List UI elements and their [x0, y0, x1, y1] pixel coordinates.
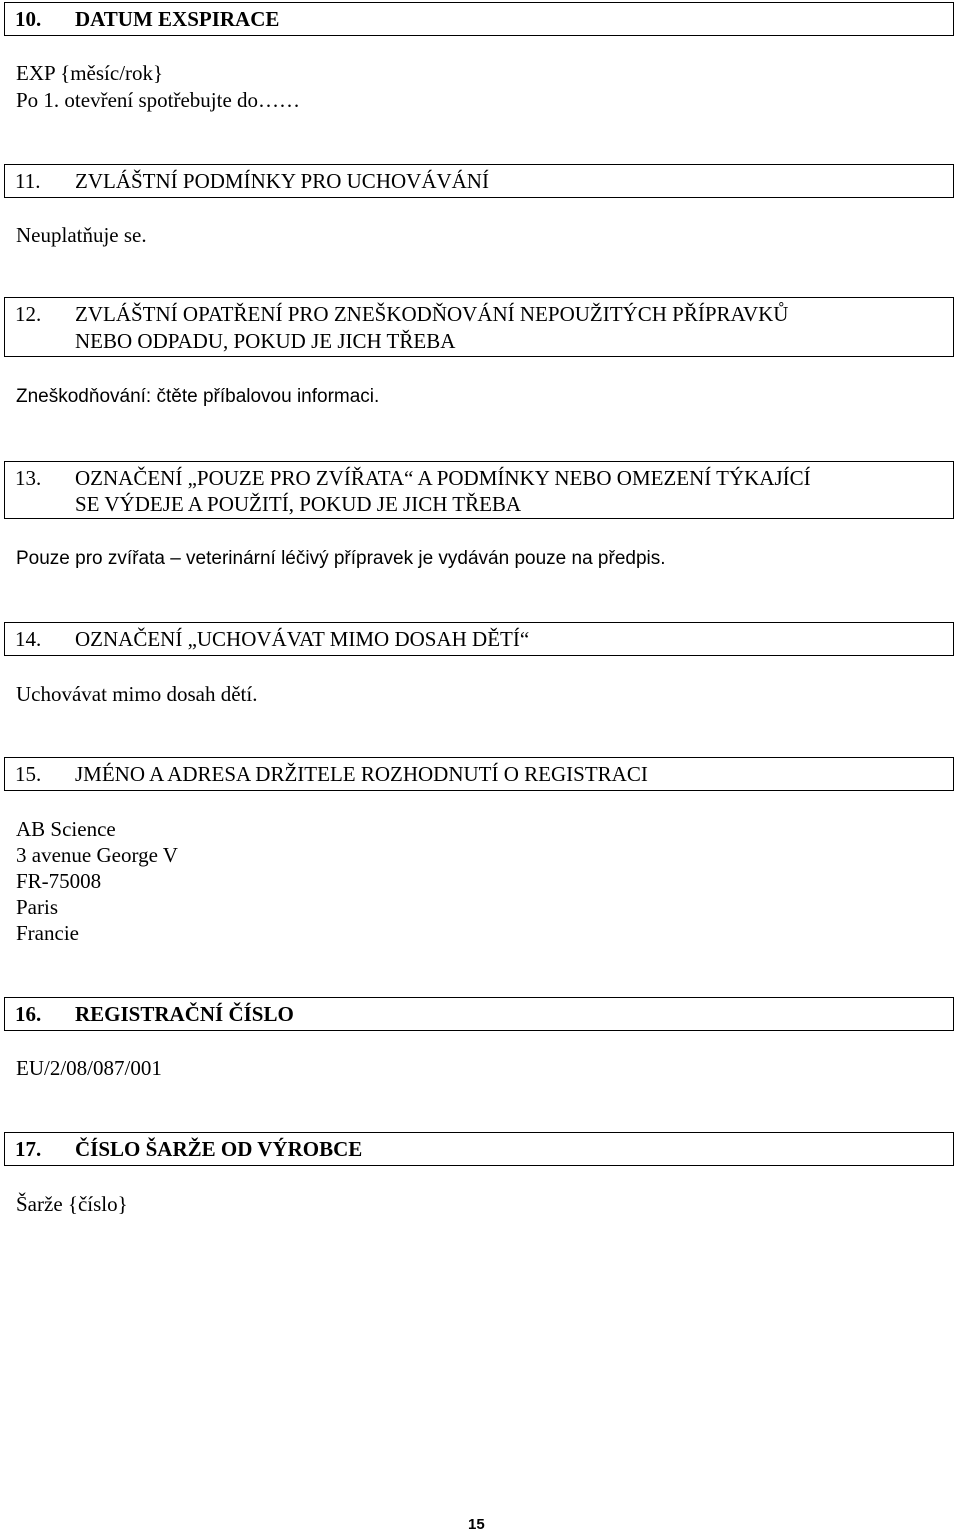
section-title: OZNAČENÍ „POUZE PRO ZVÍŘATA“ A PODMÍNKY NEBO OMEZENÍ TÝKAJÍCÍ [75, 466, 811, 490]
section-10-header [4, 2, 954, 36]
section-number: 12. [15, 302, 42, 326]
section-12-heading [15, 301, 788, 327]
section-title-continued: SE VÝDEJE A POUŽITÍ, POKUD JE JICH TŘEBA [75, 492, 522, 516]
section-10-heading [15, 6, 279, 32]
section-15-header [4, 757, 954, 791]
section-15-heading [15, 761, 648, 787]
disposal-text: Zneškodňování: čtěte příbalovou informaci. [16, 386, 380, 407]
section-number: 15. [15, 762, 42, 786]
section-title: ZVLÁŠTNÍ OPATŘENÍ PRO ZNEŠKODŇOVÁNÍ NEPOUŽITÝCH PŘÍPRAVKŮ [75, 302, 789, 326]
section-14-heading [15, 626, 529, 652]
section-11-header [4, 164, 954, 198]
section-title: OZNAČENÍ „UCHOVÁVAT MIMO DOSAH DĚTÍ“ [75, 627, 530, 651]
section-title-continued: NEBO ODPADU, POKUD JE JICH TŘEBA [75, 329, 456, 353]
section-number: 13. [15, 466, 42, 490]
holder-street: 3 avenue George V [16, 843, 178, 867]
section-number: 17. [15, 1137, 42, 1161]
batch-number: Šarže {číslo} [16, 1192, 128, 1216]
section-13-heading-line2 [15, 491, 521, 517]
storage-text: Neuplatňuje se. [16, 223, 147, 247]
section-11-heading [15, 168, 489, 194]
registration-number: EU/2/08/087/001 [16, 1056, 162, 1080]
after-opening-line: Po 1. otevření spotřebujte do…… [16, 88, 301, 112]
children-text: Uchovávat mimo dosah dětí. [16, 682, 258, 706]
section-17-header [4, 1132, 954, 1166]
animals-only-text: Pouze pro zvířata – veterinární léčivý přípravek je vydáván pouze na předpis. [16, 548, 666, 569]
section-16-header [4, 997, 954, 1031]
section-16-heading [15, 1001, 294, 1027]
section-12-heading-line2 [15, 328, 455, 354]
section-title: DATUM EXSPIRACE [75, 7, 280, 31]
section-13-header [4, 461, 954, 519]
section-number: 11. [15, 169, 41, 193]
section-number: 14. [15, 627, 42, 651]
section-title: ČÍSLO ŠARŽE OD VÝROBCE [75, 1137, 363, 1161]
section-title: ZVLÁŠTNÍ PODMÍNKY PRO UCHOVÁVÁNÍ [75, 169, 489, 193]
section-number: 10. [15, 7, 42, 31]
section-13-heading [15, 465, 811, 491]
section-12-header [4, 297, 954, 357]
section-title: REGISTRAČNÍ ČÍSLO [75, 1002, 294, 1026]
holder-city: Paris [16, 895, 58, 919]
section-17-heading [15, 1136, 362, 1162]
section-14-header [4, 622, 954, 656]
page-number: 15 [468, 1516, 485, 1533]
expiry-line: EXP {měsíc/rok} [16, 61, 164, 85]
section-title: JMÉNO A ADRESA DRŽITELE ROZHODNUTÍ O REGISTRACI [75, 762, 648, 786]
section-number: 16. [15, 1002, 42, 1026]
holder-country: Francie [16, 921, 79, 945]
holder-name: AB Science [16, 817, 116, 841]
holder-postcode: FR-75008 [16, 869, 102, 893]
